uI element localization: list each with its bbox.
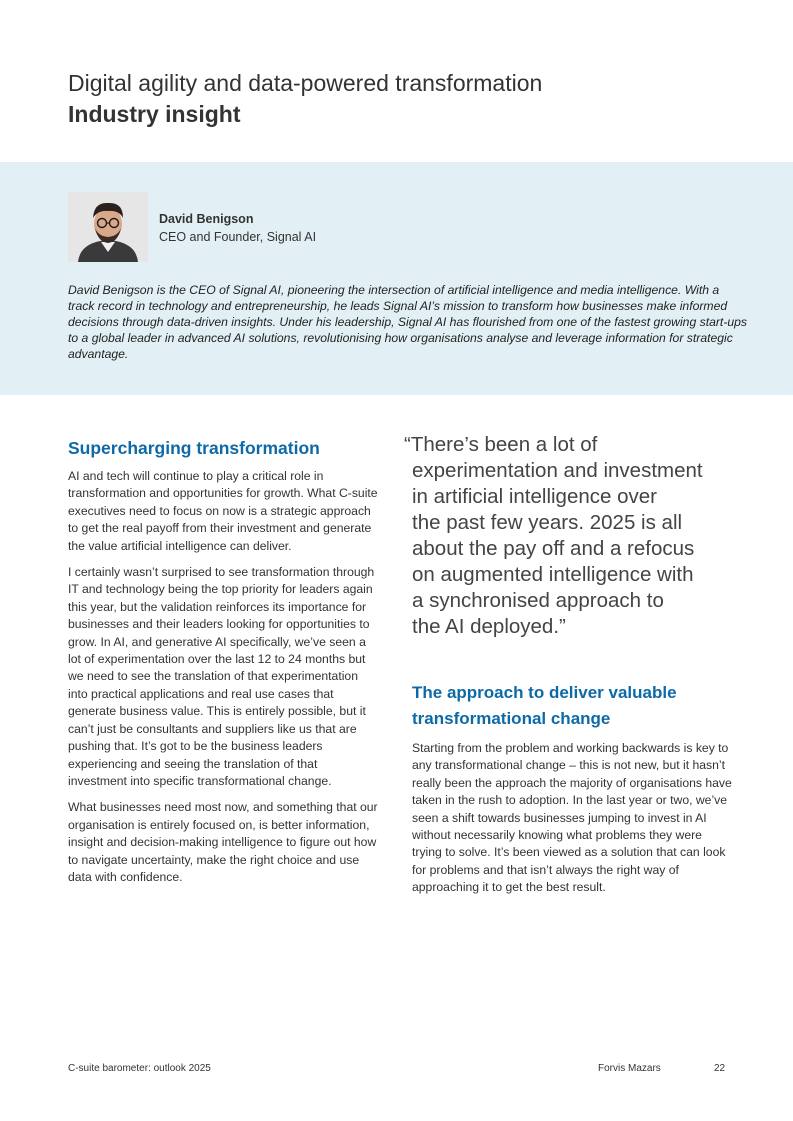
author-bio: David Benigson is the CEO of Signal AI, pioneering the intersection of artificial intelligence and media intelligence. With a track record in technology and entrepreneurship, he leads Signal AI’s mission to transform how businesses make informed decisions through data-driven insights. Under his leadership, Signal AI has flourished from one of the fastest growing start-ups to a global leader in advanced AI solutions, revolutionising how organisations analyse and leverage information for strategic advantage. (68, 283, 748, 361)
portrait-image (68, 192, 148, 262)
author-photo (68, 192, 148, 262)
left-paragraph-2: I certainly wasn’t surprised to see transformation through IT and technology being the top priority for leaders again this year, but the validation reinforces its importance for businesses and their leaders looking for opportunities to grow. In AI, and generative AI specifically, we’ve seen a lot of experimentation over the last 12 to 24 months but we need to see the translation of that experimentation into practical applications and real use cases that generate business value. This is entirely possible, but it can’t just be consultants and suppliers like us that are pushing that. It’s got to be the business leaders experiencing and seeing the translation of that investment into specific transformational change. (68, 565, 375, 788)
section-heading-supercharging: Supercharging transformation (68, 438, 320, 458)
quote-line: on augmented intelligence with (412, 563, 694, 586)
section-heading-approach: The approach to deliver valuable transformational change (412, 683, 677, 728)
author-name: David Benigson (159, 212, 254, 226)
page-subtitle: Industry insight (68, 101, 241, 127)
footer-brand: Forvis Mazars (598, 1063, 661, 1074)
quote-line: in artificial intelligence over (412, 485, 657, 508)
page-title: Digital agility and data-powered transformation (68, 70, 543, 96)
right-column (404, 432, 734, 897)
left-column (68, 436, 378, 895)
quote-line: the past few years. 2025 is all (412, 511, 683, 534)
left-paragraph-3: What businesses need most now, and something that our organisation is entirely focused on, is better information, insight and decision-making intelligence to figure out how to navigate uncertainty, make the right choice and use data with confidence. (68, 800, 378, 884)
page-number: 22 (714, 1063, 726, 1074)
pull-quote (404, 432, 734, 640)
right-paragraph: Starting from the problem and working backwards is key to any transformational change – this is not new, but it hasn’t really been the approach the majority of organisations have taken in the rush to adoption. In the last year or two, we’ve seen a shift towards businesses jumping to invest in AI without necessarily knowing what problems they were trying to solve. It’s been viewed as a solution that can look for problems and that isn’t always the right way of approaching it to get the best result. (412, 741, 732, 895)
author-role: CEO and Founder, Signal AI (159, 230, 317, 244)
left-paragraph-1: AI and tech will continue to play a critical role in transformation and opportunities for growth. What C-suite executives need to focus on now is a strategic approach to get the real payoff from their investment and generate the value artificial intelligence can deliver. (68, 469, 378, 553)
quote-line: “There’s been a lot of (404, 433, 598, 456)
quote-line: the AI deployed.” (412, 615, 566, 638)
page-header (68, 68, 748, 130)
footer-publication: C-suite barometer: outlook 2025 (68, 1063, 211, 1074)
quote-line: a synchronised approach to (412, 589, 664, 612)
quote-line: experimentation and investment (412, 459, 703, 482)
quote-line: about the pay off and a refocus (412, 537, 695, 560)
